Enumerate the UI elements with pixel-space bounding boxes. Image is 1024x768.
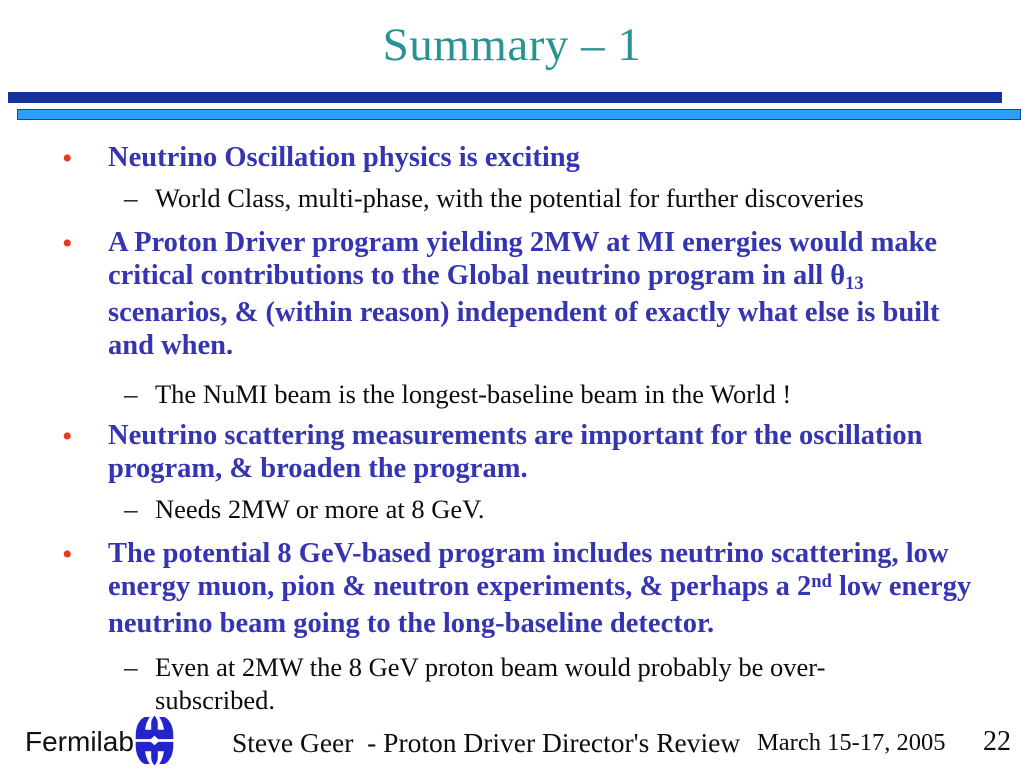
bullet-dot-icon: • (62, 537, 73, 571)
fermilab-logo-icon (131, 714, 178, 767)
bullet-dot-icon: • (62, 419, 73, 453)
bullet-text: Neutrino Oscillation physics is exciting (108, 142, 580, 173)
sub-bullet-text: Needs 2MW or more at 8 GeV. (155, 493, 485, 524)
theta-subscript: 13 (845, 272, 864, 294)
dash-icon: – (124, 378, 138, 409)
page-number: 22 (983, 726, 1011, 757)
slide-title: Summary – 1 (382, 19, 642, 71)
dash-icon: – (124, 182, 138, 213)
sub-bullet-text: Even at 2MW the 8 GeV proton beam would probably be over-subscribed. (155, 652, 826, 715)
ordinal-superscript: nd (811, 570, 832, 592)
title-divider-dark-bar (8, 92, 1002, 103)
bullet-item (60, 141, 986, 175)
bullet-item (60, 419, 986, 486)
dash-icon: – (124, 493, 138, 524)
footer-credit: Steve Geer - Proton Driver Director's Review (232, 727, 741, 758)
sub-bullet-item (60, 182, 986, 215)
bullet-text: The potential 8 GeV-based program includes neutrino scattering, low energy muon, pion & neutron experiments, & perhaps a 2nd low energy neutrino beam going to the long-baseline detector. (108, 537, 972, 639)
bullet-item (60, 226, 986, 363)
bullet-text: Neutrino scattering measurements are important for the oscillation program, & broaden the program. (108, 419, 923, 484)
title-divider-light-bar (17, 109, 1021, 120)
sub-bullet-text: World Class, multi-phase, with the potential for further discoveries (155, 182, 864, 213)
sub-bullet-item (60, 651, 986, 717)
bullet-dot-icon: • (62, 226, 73, 260)
bullet-text: A Proton Driver program yielding 2MW at MI energies would make critical contributions to the Global neutrino program in all $\theta_{13}$ scenarios, & (within reason) independent of exactly what else is built and when. (108, 226, 940, 361)
sub-bullet-text: The NuMI beam is the longest-baseline beam in the World ! (155, 378, 792, 409)
dash-icon: – (124, 652, 138, 682)
fermilab-wordmark: Fermilab (25, 726, 134, 757)
footer-date: March 15-17, 2005 (757, 729, 946, 756)
bullet-item (60, 537, 986, 641)
sub-bullet-item (60, 493, 986, 526)
bullet-dot-icon: • (62, 142, 73, 175)
slide-body (60, 136, 986, 717)
sub-bullet-item (60, 378, 986, 411)
